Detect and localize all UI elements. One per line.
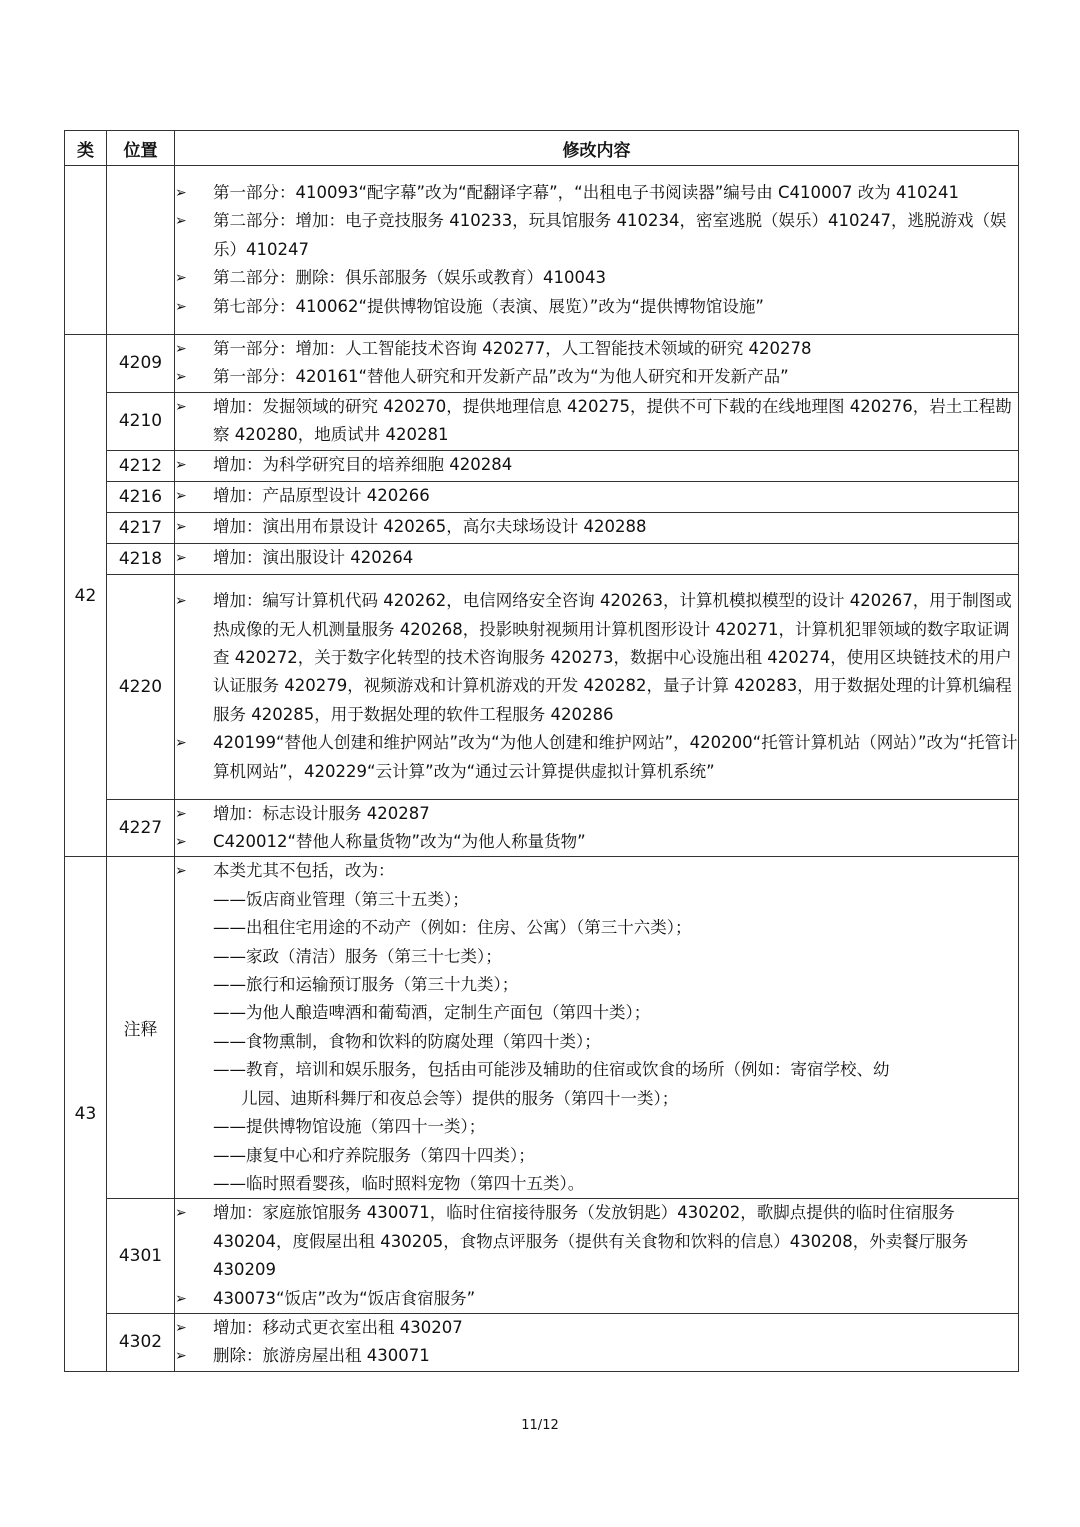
table-row <box>65 1313 1019 1371</box>
note-line: ——出租住宅用途的不动产（例如：住房、公寓）（第三十六类）； <box>213 918 692 938</box>
content-cell <box>175 392 1019 450</box>
list-item: ➢ 增加：演出用布景设计 420265，高尔夫球场设计 420288 <box>175 513 1018 541</box>
list-item: ➢ C420012“替他人称量货物”改为“为他人称量货物” <box>175 828 1018 856</box>
list-item: ➢ 增加：演出服设计 420264 <box>175 544 1018 572</box>
content-cell <box>175 335 1019 393</box>
list-item: ➢ 430073“饭店”改为“饭店食宿服务” <box>175 1285 1018 1313</box>
note-line: 儿园、迪斯科舞厅和夜总会等）提供的服务（第四十一类）； <box>241 1088 679 1108</box>
class-number: 43 <box>65 857 107 1371</box>
note-line: ——为他人酿造啤酒和葡萄酒，定制生产面包（第四十类）； <box>213 1003 651 1023</box>
arrow-bullet-icon: ➢ <box>175 457 187 474</box>
list-item: ➢ 第七部分：410062“提供博物馆设施（表演、展览）”改为“提供博物馆设施” <box>175 293 1018 321</box>
table-row <box>65 450 1019 481</box>
position-code: 4216 <box>107 481 175 512</box>
arrow-bullet-icon: ➢ <box>175 1290 187 1307</box>
table-row <box>65 574 1019 799</box>
arrow-bullet-icon: ➢ <box>175 341 187 357</box>
position-code: 4212 <box>107 450 175 481</box>
arrow-bullet-icon: ➢ <box>175 1319 187 1336</box>
note-line: ——食物熏制，食物和饮料的防腐处理（第四十类）； <box>213 1031 601 1051</box>
list-item: ➢ 增加：编写计算机代码 420262，电信网络安全咨询 420263，计算机模拟模型的设计 420267，用于制图或热成像的无人机测量服务 420268，投影映射视频用计算机图形设计 420271，计算机犯罪领域的数字取证调查 420272，关于数字化转型的技术咨询服务 420273，数据中心设施出租 420274，使用区块链技术的用户认证服务 420279，视频游戏和计算机游戏的开发 420282，量子计算 420283，用于数据处理的计算机编程服务 420285，用于数据处理的软件工程服务 420286 <box>175 587 1018 729</box>
content-cell <box>175 1313 1019 1371</box>
arrow-bullet-icon: ➢ <box>175 184 187 201</box>
list-item: ➢ 420199“替他人创建和维护网站”改为“为他人创建和维护网站”，420200“托管计算机站（网站）”改为“托管计算机网站”，420229“云计算”改为“通过云计算提供虚拟计算机系统” <box>175 729 1018 786</box>
table-row <box>65 481 1019 512</box>
table-row <box>65 335 1019 393</box>
position-code: 4209 <box>107 335 175 393</box>
arrow-bullet-icon: ➢ <box>175 550 187 567</box>
position-code: 注释 <box>107 857 175 1199</box>
table-header-row <box>65 131 1019 166</box>
position-code: 4227 <box>107 799 175 857</box>
list-item: ➢ 第一部分：增加：人工智能技术咨询 420277，人工智能技术领域的研究 420278 <box>175 335 1018 363</box>
list-item: ➢ 本类尤其不包括，改为： <box>175 857 1018 885</box>
table-row <box>65 1199 1019 1314</box>
arrow-bullet-icon: ➢ <box>175 398 187 415</box>
class-number: 42 <box>65 335 107 857</box>
position-code: 4210 <box>107 392 175 450</box>
note-line: ——家政（清洁）服务（第三十七类）； <box>213 946 502 966</box>
header-class: 类 <box>65 131 107 166</box>
note-line: ——饭店商业管理（第三十五类）； <box>213 889 469 909</box>
content-cell <box>175 543 1019 574</box>
list-item: ➢ 增加：为科学研究目的培养细胞 420284 <box>175 451 1018 479</box>
content-cell <box>175 450 1019 481</box>
page-number: 11/12 <box>521 1418 559 1433</box>
position-code: 4217 <box>107 512 175 543</box>
arrow-bullet-icon: ➢ <box>175 213 187 230</box>
table-row <box>65 512 1019 543</box>
position-code: 4220 <box>107 574 175 799</box>
class-cell-empty <box>65 166 107 335</box>
content-cell <box>175 574 1019 799</box>
arrow-bullet-icon: ➢ <box>175 488 187 505</box>
list-item: ➢ 第一部分：420161“替他人研究和开发新产品”改为“为他人研究和开发新产品” <box>175 363 1018 391</box>
table-row <box>65 392 1019 450</box>
table-row <box>65 543 1019 574</box>
position-cell-empty <box>107 166 175 335</box>
position-code: 4301 <box>107 1199 175 1314</box>
arrow-bullet-icon: ➢ <box>175 735 187 752</box>
amendment-table <box>64 130 1019 1372</box>
arrow-bullet-icon: ➢ <box>175 298 187 315</box>
note-line: ——康复中心和疗养院服务（第四十四类）； <box>213 1145 535 1165</box>
table-row <box>65 799 1019 857</box>
arrow-bullet-icon: ➢ <box>175 270 187 287</box>
content-cell <box>175 166 1019 335</box>
arrow-bullet-icon: ➢ <box>175 863 187 880</box>
content-cell <box>175 857 1019 1199</box>
arrow-bullet-icon: ➢ <box>175 1348 187 1365</box>
list-item: ➢ 第二部分：删除：俱乐部服务（娱乐或教育）410043 <box>175 264 1018 292</box>
table-row <box>65 166 1019 335</box>
list-item: ➢ 增加：产品原型设计 420266 <box>175 482 1018 510</box>
table-row <box>65 857 1019 1199</box>
list-item: ➢ 删除：旅游房屋出租 430071 <box>175 1342 1018 1370</box>
arrow-bullet-icon: ➢ <box>175 834 187 851</box>
content-cell <box>175 799 1019 857</box>
note-line: ——旅行和运输预订服务（第三十九类）； <box>213 975 519 995</box>
header-content: 修改内容 <box>175 131 1019 166</box>
arrow-bullet-icon: ➢ <box>175 369 187 386</box>
content-cell <box>175 481 1019 512</box>
list-item: ➢ 增加：家庭旅馆服务 430071，临时住宿接待服务（发放钥匙）430202，歌脚点提供的临时住宿服务 430204，度假屋出租 430205，食物点评服务（提供有关食物和饮料的信息）430208，外卖餐厅服务 430209 <box>175 1199 1018 1284</box>
arrow-bullet-icon: ➢ <box>175 1205 187 1222</box>
content-cell <box>175 512 1019 543</box>
position-code: 4218 <box>107 543 175 574</box>
arrow-bullet-icon: ➢ <box>175 519 187 536</box>
note-line: ——提供博物馆设施（第四十一类）； <box>213 1117 486 1137</box>
list-item: ➢ 增加：标志设计服务 420287 <box>175 800 1018 828</box>
list-item: ➢ 增加：发掘领域的研究 420270，提供地理信息 420275，提供不可下载的在线地理图 420276，岩土工程勘察 420280，地质试井 420281 <box>175 393 1018 450</box>
arrow-bullet-icon: ➢ <box>175 593 187 610</box>
list-item: ➢ 第一部分：410093“配字幕”改为“配翻译字幕”，“出租电子书阅读器”编号由 C410007 改为 410241 <box>175 179 1018 207</box>
list-item: ➢ 第二部分：增加：电子竞技服务 410233，玩具馆服务 410234，密室逃脱（娱乐）410247，逃脱游戏（娱乐）410247 <box>175 207 1018 264</box>
position-code: 4302 <box>107 1313 175 1371</box>
arrow-bullet-icon: ➢ <box>175 805 187 822</box>
note-line: ——临时照看婴孩，临时照料宠物（第四十五类）。 <box>213 1173 585 1193</box>
header-position: 位置 <box>107 131 175 166</box>
list-item: ➢ 增加：移动式更衣室出租 430207 <box>175 1314 1018 1342</box>
note-line: ——教育，培训和娱乐服务，包括由可能涉及辅助的住宿或饮食的场所（例如：寄宿学校、幼 <box>213 1060 890 1080</box>
content-cell <box>175 1199 1019 1314</box>
